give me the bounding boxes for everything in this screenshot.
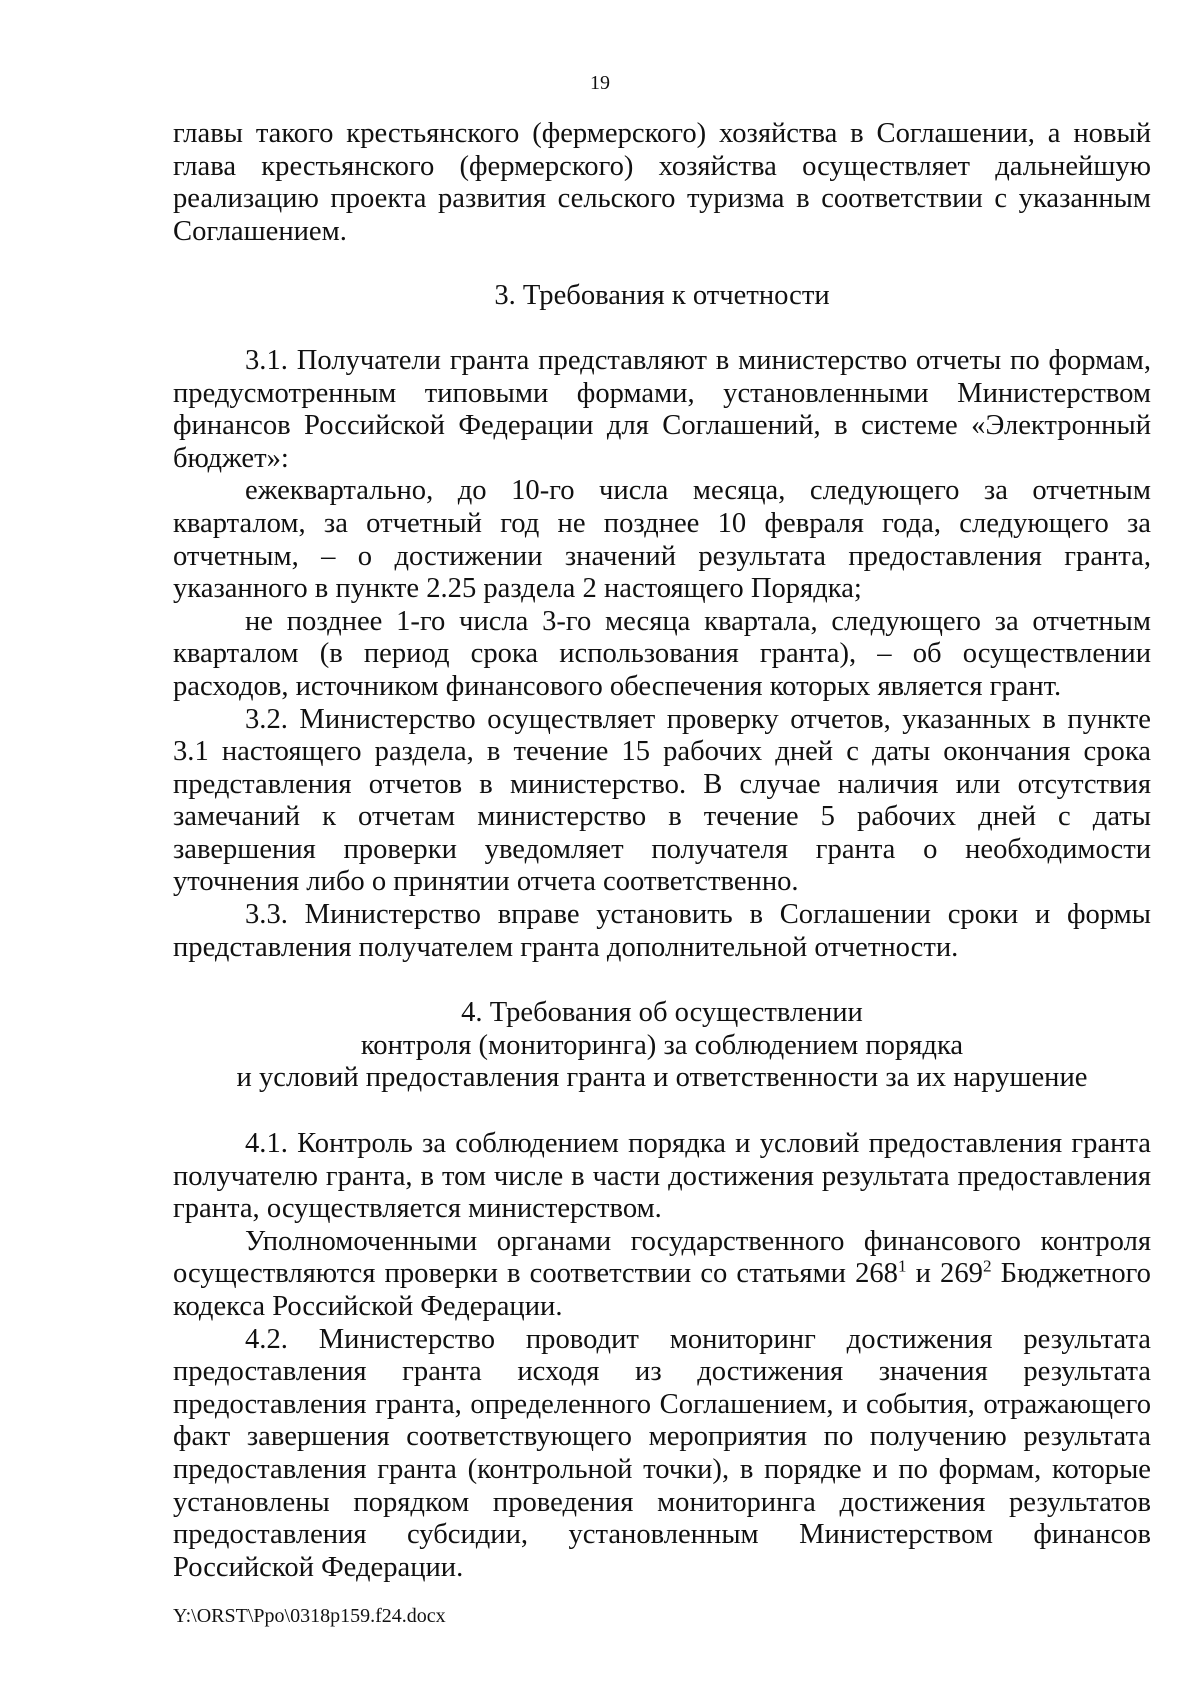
paragraph-4-2: 4.2. Министерство проводит мониторинг достижения результата предоставления гранта исходя из достижения значения результата предоставления гранта, определенного Соглашением, и события, отражающего факт завершения соответствующего мероприятия по получению результата предоставления гранта (контрольной точки), в порядке и по формам, которые установлены порядком проведения мониторинга достижения результатов предоставления субсидии, установленным Министерством финансов Российской Федерации.	[173, 1323, 1151, 1583]
paragraph-3-2: 3.2. Министерство осуществляет проверку отчетов, указанных в пункте 3.1 настоящего раздела, в течение 15 рабочих дней с даты окончания срока представления отчетов в министерство. В случае наличия или отсутствия замечаний к отчетам министерство в течение 5 рабочих дней с даты завершения проверки уведомляет получателя гранта о необходимости уточнения либо о принятии отчета соответственно.	[173, 703, 1151, 898]
section-4-title-line-2: контроля (мониторинга) за соблюдением порядка	[360, 1029, 964, 1061]
paragraph-3-1-expenses: не позднее 1-го числа 3-го месяца квартала, следующего за отчетным кварталом (в период срока использования гранта), – об осуществлении расходов, источником финансового обеспечения которых является грант.	[173, 605, 1151, 702]
paragraph-3-3: 3.3. Министерство вправе установить в Соглашении сроки и формы представления получателем гранта дополнительной отчетности.	[173, 899, 1151, 963]
paragraph-3-1-quarterly: ежеквартально, до 10-го числа месяца, следующего за отчетным кварталом, за отчетный год не позднее 10 февраля года, следующего за отчетным, – о достижении значений результата предоставления гранта, указанного в пункте 2.25 раздела 2 настоящего Порядка;	[173, 475, 1151, 605]
section-3-title: 3. Требования к отчетности	[494, 280, 830, 312]
paragraph-4-1: 4.1. Контроль за соблюдением порядка и условий предоставления гранта получателю гранта, в том числе в части достижения результата предоставления гранта, осуществляется министерством.	[173, 1128, 1151, 1225]
file-path-footer: Y:\ORST\Ppo\0318p159.f24.docx	[173, 1605, 446, 1627]
paragraph-4-1-audit	[173, 1226, 1151, 1324]
paragraph-continuation: главы такого крестьянского (фермерского) хозяйства в Соглашении, а новый глава крестьянского (фермерского) хозяйства осуществляет дальнейшую реализацию проекта развития сельского туризма в соответствии с указанным Соглашением.	[173, 118, 1151, 247]
audit-text-part-2: и 269	[906, 1258, 983, 1290]
audit-text-part-1: Уполномоченными органами государственного финансового контроля осуществляются проверки в соответствии со статьями 268	[173, 1225, 1151, 1290]
section-4-title-line-3: и условий предоставления гранта и ответственности за их нарушение	[236, 1062, 1088, 1094]
page-number: 19	[590, 72, 610, 94]
footnote-marker-2: 2	[982, 1256, 992, 1276]
section-4-title-line-1: 4. Требования об осуществлении	[461, 997, 863, 1029]
document-body	[173, 118, 1151, 1584]
audit-text-part-3: Бюджетного кодекса Российской Федерации.	[173, 1258, 1151, 1322]
footnote-marker-1: 1	[897, 1256, 907, 1276]
paragraph-3-1: 3.1. Получатели гранта представляют в министерство отчеты по формам, предусмотренным типовыми формами, установленными Министерством финансов Российской Федерации для Соглашений, в системе «Электронный бюджет»:	[173, 344, 1151, 474]
